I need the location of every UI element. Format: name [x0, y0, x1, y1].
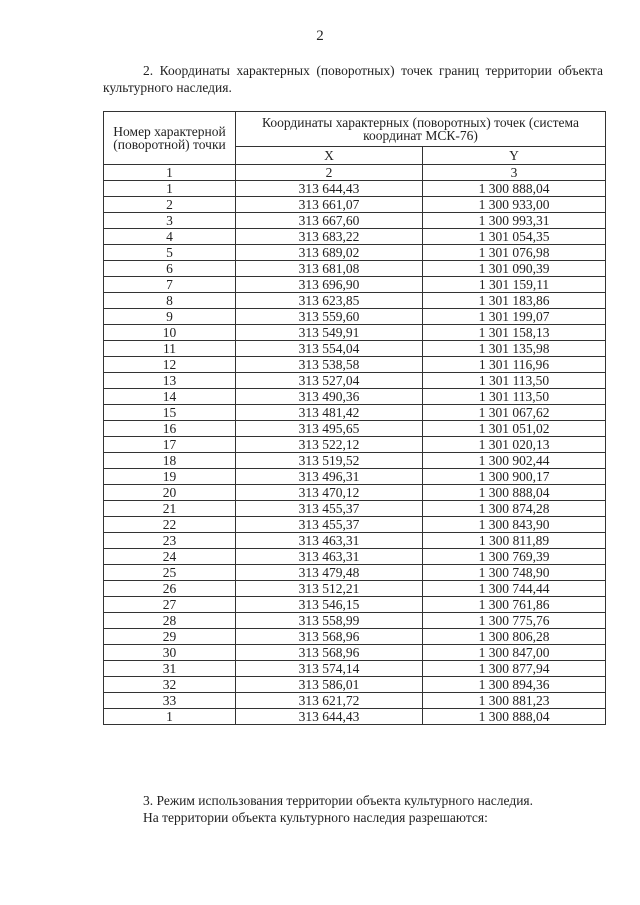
y-coordinate-cell: 1 301 183,86 — [423, 293, 606, 309]
y-coordinate-cell: 1 300 993,31 — [423, 213, 606, 229]
point-number-cell: 16 — [104, 421, 236, 437]
section-2-heading — [103, 62, 603, 96]
point-number-cell: 4 — [104, 229, 236, 245]
header-y: Y — [423, 147, 606, 165]
x-coordinate-cell: 313 463,31 — [236, 549, 423, 565]
y-coordinate-cell: 1 301 067,62 — [423, 405, 606, 421]
point-number-cell: 13 — [104, 373, 236, 389]
point-number-cell: 33 — [104, 693, 236, 709]
y-coordinate-cell: 1 300 761,86 — [423, 597, 606, 613]
point-number-cell: 27 — [104, 597, 236, 613]
table-row — [104, 709, 606, 725]
y-coordinate-cell: 1 301 135,98 — [423, 341, 606, 357]
table-row — [104, 597, 606, 613]
column-number-row — [104, 165, 606, 181]
y-coordinate-cell: 1 300 769,39 — [423, 549, 606, 565]
point-number-cell: 15 — [104, 405, 236, 421]
y-coordinate-cell: 1 301 090,39 — [423, 261, 606, 277]
x-coordinate-cell: 313 496,31 — [236, 469, 423, 485]
x-coordinate-cell: 313 621,72 — [236, 693, 423, 709]
table-row — [104, 677, 606, 693]
table-row — [104, 325, 606, 341]
x-coordinate-cell: 313 568,96 — [236, 629, 423, 645]
x-coordinate-cell: 313 549,91 — [236, 325, 423, 341]
table-row — [104, 613, 606, 629]
point-number-cell: 9 — [104, 309, 236, 325]
column-number: 2 — [236, 165, 423, 181]
table-row — [104, 293, 606, 309]
table-row — [104, 549, 606, 565]
point-number-cell: 6 — [104, 261, 236, 277]
point-number-cell: 23 — [104, 533, 236, 549]
y-coordinate-cell: 1 300 888,04 — [423, 181, 606, 197]
header-point-number: Номер характерной (поворотной) точки — [104, 112, 236, 165]
point-number-cell: 18 — [104, 453, 236, 469]
point-number-cell: 7 — [104, 277, 236, 293]
point-number-cell: 24 — [104, 549, 236, 565]
x-coordinate-cell: 313 481,42 — [236, 405, 423, 421]
x-coordinate-cell: 313 559,60 — [236, 309, 423, 325]
point-number-cell: 30 — [104, 645, 236, 661]
x-coordinate-cell: 313 568,96 — [236, 645, 423, 661]
x-coordinate-cell: 313 681,08 — [236, 261, 423, 277]
coordinates-table-body — [104, 181, 606, 725]
table-row — [104, 693, 606, 709]
table-row — [104, 533, 606, 549]
y-coordinate-cell: 1 300 775,76 — [423, 613, 606, 629]
x-coordinate-cell: 313 574,14 — [236, 661, 423, 677]
table-row — [104, 581, 606, 597]
column-number: 3 — [423, 165, 606, 181]
x-coordinate-cell: 313 661,07 — [236, 197, 423, 213]
x-coordinate-cell: 313 683,22 — [236, 229, 423, 245]
y-coordinate-cell: 1 300 874,28 — [423, 501, 606, 517]
table-row — [104, 309, 606, 325]
y-coordinate-cell: 1 301 054,35 — [423, 229, 606, 245]
table-row — [104, 437, 606, 453]
point-number-cell: 14 — [104, 389, 236, 405]
y-coordinate-cell: 1 300 806,28 — [423, 629, 606, 645]
y-coordinate-cell: 1 300 894,36 — [423, 677, 606, 693]
y-coordinate-cell: 1 300 811,89 — [423, 533, 606, 549]
x-coordinate-cell: 313 479,48 — [236, 565, 423, 581]
table-row — [104, 197, 606, 213]
header-x: X — [236, 147, 423, 165]
table-row — [104, 453, 606, 469]
point-number-cell: 21 — [104, 501, 236, 517]
point-number-cell: 10 — [104, 325, 236, 341]
x-coordinate-cell: 313 696,90 — [236, 277, 423, 293]
table-row — [104, 341, 606, 357]
y-coordinate-cell: 1 301 158,13 — [423, 325, 606, 341]
point-number-cell: 25 — [104, 565, 236, 581]
column-number: 1 — [104, 165, 236, 181]
point-number-cell: 29 — [104, 629, 236, 645]
x-coordinate-cell: 313 558,99 — [236, 613, 423, 629]
table-row — [104, 661, 606, 677]
point-number-cell: 11 — [104, 341, 236, 357]
x-coordinate-cell: 313 522,12 — [236, 437, 423, 453]
x-coordinate-cell: 313 546,15 — [236, 597, 423, 613]
y-coordinate-cell: 1 301 116,96 — [423, 357, 606, 373]
section-2-text: 2. Координаты характерных (поворотных) точек границ территории объекта культурного наследия. — [103, 63, 603, 95]
x-coordinate-cell: 313 623,85 — [236, 293, 423, 309]
x-coordinate-cell: 313 463,31 — [236, 533, 423, 549]
y-coordinate-cell: 1 300 933,00 — [423, 197, 606, 213]
point-number-cell: 22 — [104, 517, 236, 533]
table-row — [104, 485, 606, 501]
point-number-cell: 12 — [104, 357, 236, 373]
y-coordinate-cell: 1 300 843,90 — [423, 517, 606, 533]
table-row — [104, 469, 606, 485]
table-row — [104, 421, 606, 437]
x-coordinate-cell: 313 455,37 — [236, 501, 423, 517]
y-coordinate-cell: 1 301 076,98 — [423, 245, 606, 261]
y-coordinate-cell: 1 300 744,44 — [423, 581, 606, 597]
x-coordinate-cell: 313 644,43 — [236, 181, 423, 197]
x-coordinate-cell: 313 519,52 — [236, 453, 423, 469]
y-coordinate-cell: 1 300 881,23 — [423, 693, 606, 709]
x-coordinate-cell: 313 689,02 — [236, 245, 423, 261]
y-coordinate-cell: 1 300 902,44 — [423, 453, 606, 469]
point-number-cell: 31 — [104, 661, 236, 677]
table-row — [104, 229, 606, 245]
table-row — [104, 501, 606, 517]
x-coordinate-cell: 313 644,43 — [236, 709, 423, 725]
x-coordinate-cell: 313 554,04 — [236, 341, 423, 357]
table-row — [104, 517, 606, 533]
table-row — [104, 277, 606, 293]
x-coordinate-cell: 313 495,65 — [236, 421, 423, 437]
table-row — [104, 357, 606, 373]
point-number-cell: 5 — [104, 245, 236, 261]
table-row — [104, 405, 606, 421]
y-coordinate-cell: 1 301 199,07 — [423, 309, 606, 325]
point-number-cell: 28 — [104, 613, 236, 629]
page-number: 2 — [316, 28, 324, 44]
y-coordinate-cell: 1 301 113,50 — [423, 389, 606, 405]
table-row — [104, 629, 606, 645]
header-coordinates: Координаты характерных (поворотных) точек (система координат МСК-76) — [236, 112, 606, 147]
table-row — [104, 245, 606, 261]
y-coordinate-cell: 1 301 020,13 — [423, 437, 606, 453]
point-number-cell: 26 — [104, 581, 236, 597]
x-coordinate-cell: 313 667,60 — [236, 213, 423, 229]
y-coordinate-cell: 1 300 847,00 — [423, 645, 606, 661]
x-coordinate-cell: 313 490,36 — [236, 389, 423, 405]
x-coordinate-cell: 313 512,21 — [236, 581, 423, 597]
x-coordinate-cell: 313 586,01 — [236, 677, 423, 693]
point-number-cell: 3 — [104, 213, 236, 229]
y-coordinate-cell: 1 300 900,17 — [423, 469, 606, 485]
y-coordinate-cell: 1 300 748,90 — [423, 565, 606, 581]
section-3 — [103, 792, 613, 826]
point-number-cell: 1 — [104, 709, 236, 725]
x-coordinate-cell: 313 538,58 — [236, 357, 423, 373]
point-number-cell: 32 — [104, 677, 236, 693]
y-coordinate-cell: 1 300 888,04 — [423, 485, 606, 501]
table-row — [104, 181, 606, 197]
y-coordinate-cell: 1 301 113,50 — [423, 373, 606, 389]
point-number-cell: 1 — [104, 181, 236, 197]
x-coordinate-cell: 313 527,04 — [236, 373, 423, 389]
point-number-cell: 8 — [104, 293, 236, 309]
point-number-cell: 17 — [104, 437, 236, 453]
y-coordinate-cell: 1 300 888,04 — [423, 709, 606, 725]
point-number-cell: 19 — [104, 469, 236, 485]
table-row — [104, 373, 606, 389]
y-coordinate-cell: 1 301 051,02 — [423, 421, 606, 437]
table-row — [104, 645, 606, 661]
table-row — [104, 261, 606, 277]
y-coordinate-cell: 1 301 159,11 — [423, 277, 606, 293]
table-row — [104, 565, 606, 581]
section-3-heading: 3. Режим использования территории объекта культурного наследия. — [143, 793, 534, 808]
point-number-cell: 20 — [104, 485, 236, 501]
coordinates-table — [103, 111, 606, 725]
x-coordinate-cell: 313 455,37 — [236, 517, 423, 533]
x-coordinate-cell: 313 470,12 — [236, 485, 423, 501]
section-3-text: На территории объекта культурного наследия разрешаются: — [143, 810, 488, 825]
table-row — [104, 389, 606, 405]
table-row — [104, 213, 606, 229]
y-coordinate-cell: 1 300 877,94 — [423, 661, 606, 677]
point-number-cell: 2 — [104, 197, 236, 213]
